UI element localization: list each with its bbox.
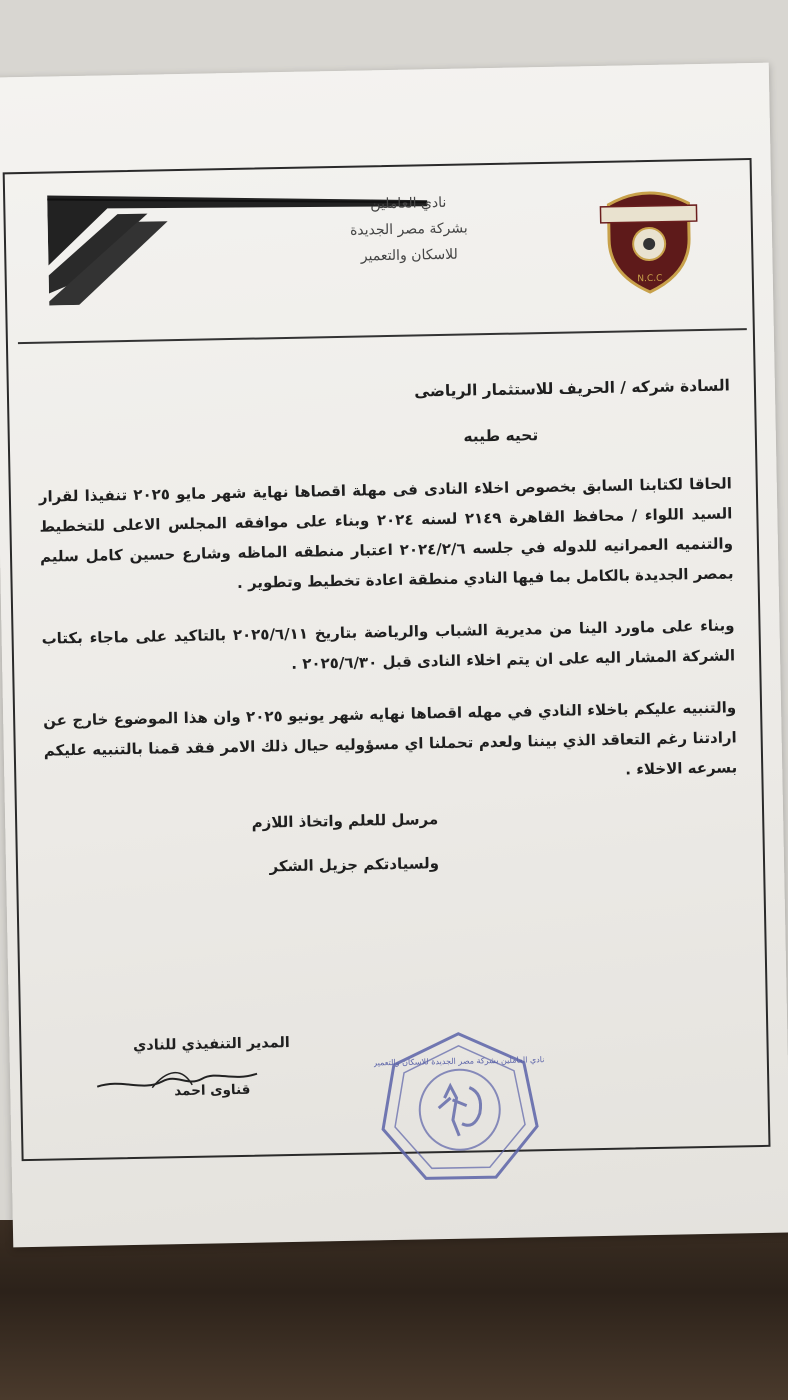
- closing-line-1: مرسل للعلم واتخاذ اللازم: [251, 810, 439, 832]
- greeting: تحيه طيبه: [463, 426, 539, 446]
- wooden-table: [0, 1220, 788, 1400]
- handwritten-signature: [92, 1056, 263, 1099]
- paragraph-1: الحاقا لكتابنا السابق بخصوص اخلاء النادى فى مهلة اقصاها نهاية شهر مايو ٢٠٢٥ تنفيذا لقرار السيد اللواء / محافظ القاهرة ٢١٤٩ لسنه ٢٠٢٤ وبناء على موافقه المجلس الاعلى للتخطيط والتنميه العمرانيه للدوله في جلسه ٢٠٢٤/٢/٦ اعتبار منطقه الماظه وشارع حسين كامل سليم بمصر الجديدة بالكامل بما فيها النادي منطقة اعادة تخطيط وتطوير .: [38, 474, 734, 592]
- signatory-name: قناوى احمد: [174, 1081, 251, 1100]
- paragraph-3: والتنبيه عليكم باخلاء النادي في مهله اقصاها نهايه شهر يونيو ٢٠٢٥ وان هذا الموضوع خارج عن ارادتنا رغم التعاقد الذي بيننا ولعدم تحملنا اي مسؤوليه حيال ذلك الامر فقد قمنا بالتنبيه عليكم بسرعه الاخلاء .: [43, 698, 738, 779]
- closing-line-2: ولسيادتكم جزيل الشكر: [269, 854, 440, 876]
- letter-body: [37, 376, 740, 905]
- stamp-text: نادي العاملين بشركة مصر الجديدة للاسكان والتعمير: [373, 1055, 545, 1068]
- organization-name: [298, 188, 519, 270]
- letter-paper: [0, 63, 788, 1248]
- org-line-2: بشركة مصر الجديدة: [349, 220, 468, 239]
- org-line-1: نادي العاملين: [370, 194, 447, 213]
- addressee: السادة شركه / الحريف للاستثمار الرياضى: [414, 376, 731, 401]
- official-stamp: [373, 1026, 546, 1189]
- org-line-3: للاسكان والتعمير: [360, 246, 458, 265]
- logo-initials: N.C.C: [637, 273, 663, 285]
- paragraph-2: وبناء على ماورد الينا من مديرية الشباب والرياضة بتاريخ ٢٠٢٥/٦/١١ بالتاكيد على ماجاء بكتاب الشركة المشار اليه على ان يتم اخلاء النادى قبل ٢٠٢٥/٦/٣٠ .: [41, 616, 736, 673]
- signature-block: [111, 1035, 312, 1101]
- club-logo: [598, 183, 700, 295]
- header-divider: [18, 328, 747, 344]
- letter-border: [3, 158, 771, 1161]
- signatory-title: المدير التنفيذي للنادي: [132, 1035, 290, 1055]
